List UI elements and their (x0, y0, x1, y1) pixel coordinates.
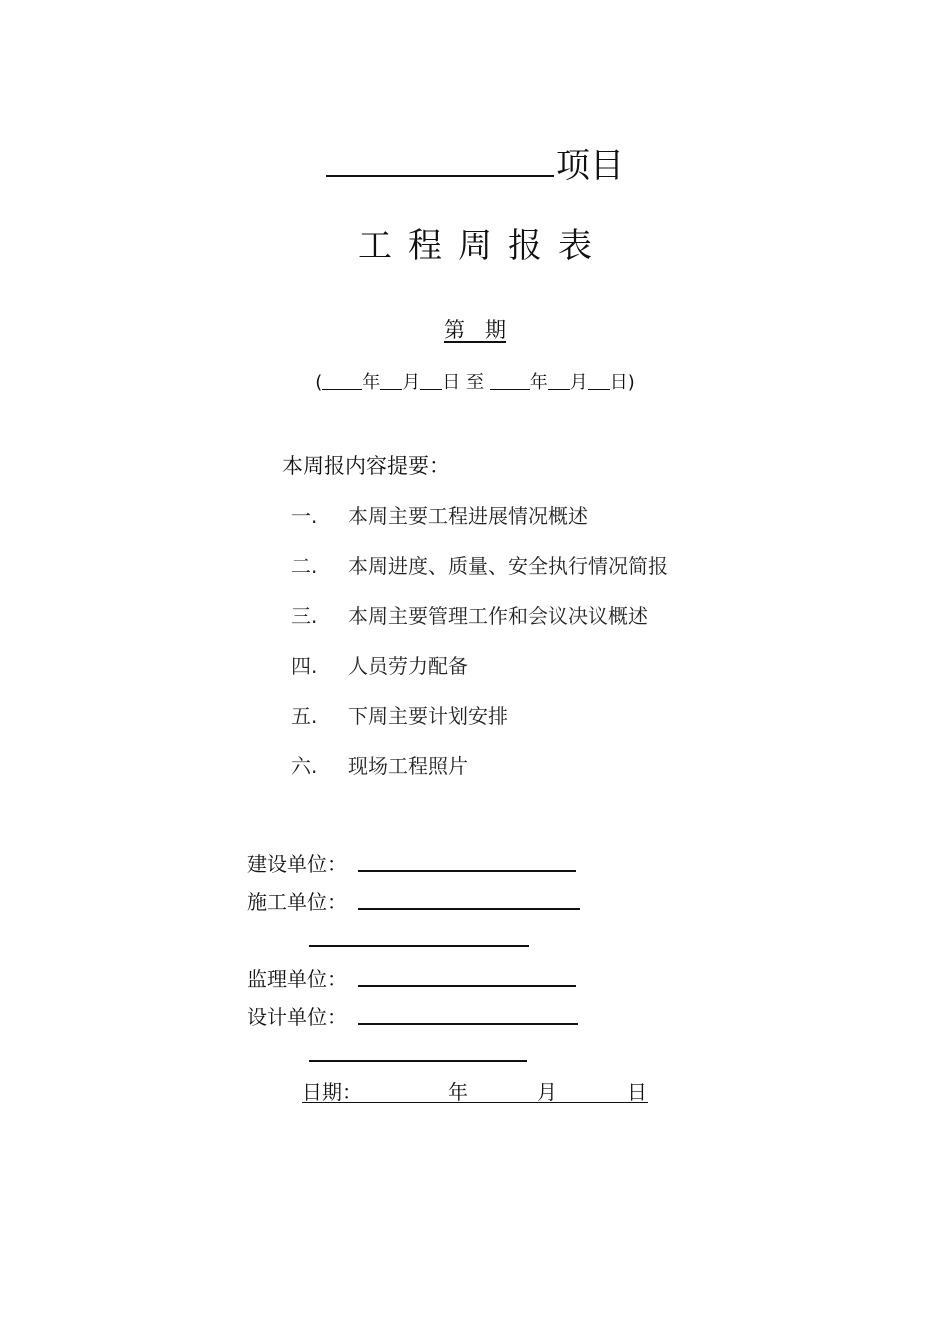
month-blank (380, 371, 402, 390)
date-row (302, 1076, 648, 1103)
period-year-1: 年 (362, 372, 381, 393)
list-item (291, 700, 508, 729)
design-unit-field-continued[interactable] (309, 1060, 527, 1062)
list-item-number: 三. (291, 604, 318, 628)
report-period (0, 368, 950, 394)
design-unit-label: 设计单位： (247, 1005, 347, 1029)
construction-unit-label: 建设单位： (247, 852, 347, 876)
list-item-text: 本周进度、质量、安全执行情况简报 (348, 554, 668, 578)
supervision-unit-field[interactable] (358, 985, 576, 987)
date-label: 日期： (302, 1080, 362, 1104)
contractor-unit-label: 施工单位： (247, 890, 347, 914)
report-subtitle: 工程周报表 (358, 226, 608, 266)
list-item (291, 750, 468, 779)
list-item-text: 人员劳力配备 (348, 654, 468, 678)
contractor-unit-field-continued[interactable] (309, 945, 529, 947)
list-item-number: 二. (291, 554, 318, 578)
issue-number (0, 314, 950, 344)
list-item-number: 一. (291, 504, 318, 528)
list-item (291, 650, 468, 679)
date-day: 日 (627, 1080, 647, 1104)
list-item-number: 六. (291, 754, 318, 778)
period-month-2: 月 (569, 372, 588, 393)
list-item-text: 现场工程照片 (348, 754, 468, 778)
construction-unit-field[interactable] (358, 870, 576, 872)
period-close-paren: ) (627, 372, 635, 393)
period-day-1: 日 (442, 372, 461, 393)
list-item-text: 本周主要工程进展情况概述 (348, 504, 588, 528)
period-day-2: 日 (609, 372, 628, 393)
list-item (291, 500, 588, 529)
date-month: 月 (537, 1080, 557, 1104)
list-item-text: 本周主要管理工作和会议决议概述 (348, 604, 648, 628)
list-item (291, 550, 668, 579)
supervision-unit-label: 监理单位： (247, 967, 347, 991)
list-item-text: 下周主要计划安排 (348, 704, 508, 728)
day-blank (420, 371, 442, 390)
project-name-blank (326, 139, 554, 177)
period-month-1: 月 (402, 372, 421, 393)
title-suffix: 项目 (556, 146, 624, 186)
list-item-number: 五. (291, 704, 318, 728)
year-blank (322, 371, 362, 390)
period-year-2: 年 (529, 372, 548, 393)
period-open-paren: ( (315, 372, 323, 393)
year-blank (490, 371, 530, 390)
design-unit-field[interactable] (358, 1023, 578, 1025)
list-item (291, 600, 648, 629)
period-to: 至 (466, 372, 484, 393)
month-blank (548, 371, 570, 390)
issue-suffix: 期 (485, 318, 507, 342)
issue-prefix: 第 (443, 318, 465, 342)
summary-heading: 本周报内容提要： (282, 454, 450, 478)
day-blank (588, 371, 610, 390)
page-title (0, 138, 950, 187)
contractor-unit-field[interactable] (358, 908, 580, 910)
list-item-number: 四. (291, 654, 318, 678)
date-year: 年 (448, 1080, 468, 1104)
